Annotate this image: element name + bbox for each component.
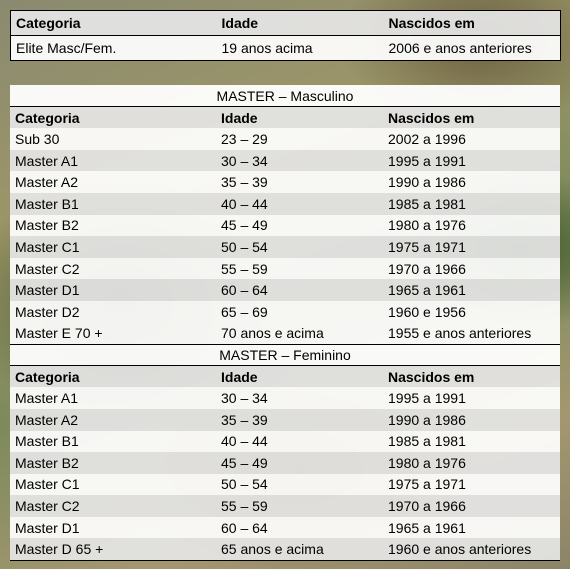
section-title-masculino-text: MASTER – Masculino — [10, 85, 560, 107]
cell-idade: 30 – 34 — [216, 387, 383, 409]
cell-idade: 23 – 29 — [216, 128, 383, 150]
table-row — [10, 474, 560, 496]
cell-nascidos: 1980 a 1976 — [383, 215, 560, 237]
table-row — [10, 538, 560, 560]
section-title-masculino — [10, 85, 560, 107]
header-categoria: Categoria — [10, 107, 216, 129]
cell-nascidos: 1990 a 1986 — [383, 409, 560, 431]
table-header-row — [11, 11, 561, 36]
cell-categoria: Master A2 — [10, 171, 216, 193]
cell-nascidos: 1965 a 1961 — [383, 279, 560, 301]
cell-categoria: Master D1 — [10, 279, 216, 301]
header-categoria: Categoria — [11, 11, 217, 36]
table-row — [10, 193, 560, 215]
section-title-feminino-text: MASTER – Feminino — [10, 344, 560, 366]
cell-idade: 60 – 64 — [216, 517, 383, 539]
cell-nascidos: 1960 e 1956 — [383, 301, 560, 323]
cell-nascidos: 1975 a 1971 — [383, 236, 560, 258]
table-row — [10, 301, 560, 323]
table-row — [10, 452, 560, 474]
cell-categoria: Master D 65 + — [10, 538, 216, 560]
cell-categoria: Master B2 — [10, 452, 216, 474]
table-row — [10, 431, 560, 453]
header-idade: Idade — [217, 11, 384, 36]
header-categoria: Categoria — [10, 366, 216, 388]
cell-nascidos: 1970 a 1966 — [383, 258, 560, 280]
table-header-row — [10, 366, 560, 388]
table-row — [11, 36, 561, 61]
table-row — [10, 236, 560, 258]
cell-categoria: Master C1 — [10, 236, 216, 258]
cell-nascidos: 1975 a 1971 — [383, 474, 560, 496]
cell-idade: 35 – 39 — [216, 409, 383, 431]
cell-categoria: Master D2 — [10, 301, 216, 323]
cell-nascidos: 1990 a 1986 — [383, 171, 560, 193]
cell-categoria: Master A2 — [10, 409, 216, 431]
table-row — [10, 409, 560, 431]
cell-nascidos: 1955 e anos anteriores — [383, 323, 560, 345]
table-row — [10, 495, 560, 517]
cell-idade: 30 – 34 — [216, 150, 383, 172]
table-row — [10, 517, 560, 539]
master-category-table — [10, 85, 560, 561]
section-title-feminino — [10, 344, 560, 366]
cell-categoria: Master C2 — [10, 495, 216, 517]
table-row — [10, 128, 560, 150]
cell-categoria: Master A1 — [10, 150, 216, 172]
cell-categoria: Master C2 — [10, 258, 216, 280]
table-row — [10, 387, 560, 409]
cell-idade: 70 anos e acima — [216, 323, 383, 345]
table-row — [10, 258, 560, 280]
cell-categoria: Master B2 — [10, 215, 216, 237]
cell-idade: 55 – 59 — [216, 258, 383, 280]
cell-categoria: Master D1 — [10, 517, 216, 539]
cell-categoria: Master B1 — [10, 193, 216, 215]
cell-idade: 65 – 69 — [216, 301, 383, 323]
table-row — [10, 215, 560, 237]
cell-nascidos: 1970 a 1966 — [383, 495, 560, 517]
cell-idade: 65 anos e acima — [216, 538, 383, 560]
cell-idade: 45 – 49 — [216, 215, 383, 237]
cell-nascidos: 2002 a 1996 — [383, 128, 560, 150]
table-row — [10, 171, 560, 193]
header-idade: Idade — [216, 366, 383, 388]
cell-categoria: Master B1 — [10, 431, 216, 453]
cell-idade: 45 – 49 — [216, 452, 383, 474]
cell-idade: 55 – 59 — [216, 495, 383, 517]
header-idade: Idade — [216, 107, 383, 129]
cell-categoria: Master E 70 + — [10, 323, 216, 345]
cell-categoria: Sub 30 — [10, 128, 216, 150]
cell-idade: 60 – 64 — [216, 279, 383, 301]
cell-idade: 50 – 54 — [216, 474, 383, 496]
table-row — [10, 150, 560, 172]
cell-nascidos: 1995 a 1991 — [383, 150, 560, 172]
cell-idade: 50 – 54 — [216, 236, 383, 258]
cell-nascidos: 1995 a 1991 — [383, 387, 560, 409]
table-row — [10, 323, 560, 345]
elite-category-table — [10, 10, 561, 61]
cell-nascidos: 1965 a 1961 — [383, 517, 560, 539]
table-row — [10, 279, 560, 301]
cell-idade: 40 – 44 — [216, 431, 383, 453]
cell-idade: 35 – 39 — [216, 171, 383, 193]
cell-idade: 40 – 44 — [216, 193, 383, 215]
cell-nascidos: 1985 a 1981 — [383, 431, 560, 453]
header-nascidos-em: Nascidos em — [383, 107, 560, 129]
cell-nascidos: 2006 e anos anteriores — [384, 36, 561, 61]
cell-categoria: Elite Masc/Fem. — [11, 36, 217, 61]
cell-nascidos: 1980 a 1976 — [383, 452, 560, 474]
cell-categoria: Master C1 — [10, 474, 216, 496]
table-header-row — [10, 107, 560, 129]
header-nascidos-em: Nascidos em — [383, 366, 560, 388]
cell-nascidos: 1960 e anos anteriores — [383, 538, 560, 560]
cell-categoria: Master A1 — [10, 387, 216, 409]
cell-nascidos: 1985 a 1981 — [383, 193, 560, 215]
cell-idade: 19 anos acima — [217, 36, 384, 61]
header-nascidos-em: Nascidos em — [384, 11, 561, 36]
